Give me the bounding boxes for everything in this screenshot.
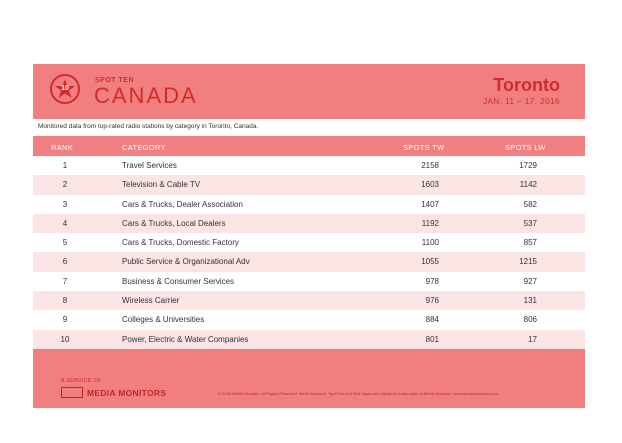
category-cell: Cars & Trucks, Dealer Association xyxy=(122,199,243,209)
spots-lw-cell: 927 xyxy=(523,276,537,286)
rank-cell: 10 xyxy=(60,334,70,344)
description-text: Monitored data from top-rated radio stations by category in Toronto, Canada. xyxy=(38,123,259,130)
category-cell: Wireless Carrier xyxy=(122,296,180,306)
category-cell: Public Service & Organizational Adv xyxy=(122,257,250,267)
star-badge-icon xyxy=(50,74,80,104)
category-cell: Cars & Trucks, Domestic Factory xyxy=(122,238,239,248)
spots-tw-cell: 976 xyxy=(425,296,439,306)
spots-lw-cell: 857 xyxy=(523,238,537,248)
table-row xyxy=(33,156,585,175)
spots-lw-cell: 537 xyxy=(523,218,537,228)
table-row xyxy=(33,233,585,252)
rank-cell: 6 xyxy=(62,257,68,267)
category-cell: Business & Consumer Services xyxy=(122,276,235,286)
category-header: CATEGORY xyxy=(122,143,166,152)
city-title: Toronto xyxy=(493,75,560,95)
table-row xyxy=(33,310,585,329)
spots-tw-cell: 2158 xyxy=(421,161,439,170)
rank-cell: 9 xyxy=(62,315,68,325)
spots-tw-cell: 1407 xyxy=(421,199,439,209)
table-row xyxy=(33,214,585,233)
report-footer xyxy=(33,374,585,408)
spots-lw-cell: 1142 xyxy=(519,180,537,190)
spots-tw-cell: 1100 xyxy=(421,238,439,248)
spots-lw-cell: 131 xyxy=(523,296,537,306)
table-header xyxy=(33,138,585,156)
rank-cell: 1 xyxy=(62,161,68,170)
table-row xyxy=(33,291,585,310)
table-row xyxy=(33,195,585,214)
spots-tw-cell: 1192 xyxy=(421,218,439,228)
spots-tw-header: SPOTS TW xyxy=(403,143,445,152)
report-header xyxy=(33,64,585,118)
spots-lw-header: SPOTS LW xyxy=(505,143,546,152)
table-row xyxy=(33,175,585,194)
category-cell: Power, Electric & Water Companies xyxy=(122,334,249,344)
category-cell: Television & Cable TV xyxy=(122,180,201,190)
rank-cell: 5 xyxy=(62,238,68,248)
category-cell: Colleges & Universities xyxy=(122,315,205,325)
service-label: A SERVICE OF xyxy=(61,378,102,384)
rank-cell: 2 xyxy=(62,180,68,190)
spots-lw-cell: 1729 xyxy=(519,161,537,170)
rank-cell: 8 xyxy=(62,296,68,306)
spots-tw-cell: 801 xyxy=(425,334,439,344)
table-row xyxy=(33,330,585,349)
rank-cell: 4 xyxy=(62,218,68,228)
spots-lw-cell: 1215 xyxy=(519,257,537,267)
media-monitors-logo-icon xyxy=(61,387,83,398)
rank-cell: 3 xyxy=(62,199,68,209)
copyright-text: © 2016 Media Monitors. All Rights Reserved. Media Monitors, Spot Ten and their logos are registered trademarks of Media Monitors. www.mediamonitors.com xyxy=(218,391,498,396)
spots-tw-cell: 1055 xyxy=(421,257,439,267)
date-range: JAN. 11 – 17, 2016 xyxy=(483,97,560,106)
category-cell: Cars & Trucks, Local Dealers xyxy=(122,218,226,228)
spots-lw-cell: 582 xyxy=(523,199,537,209)
table-row xyxy=(33,272,585,291)
spots-lw-cell: 17 xyxy=(528,334,537,344)
spots-tw-cell: 1603 xyxy=(421,180,439,190)
rank-cell: 7 xyxy=(62,276,68,286)
table-row xyxy=(33,252,585,271)
badge-number: 10 xyxy=(61,85,69,92)
table-body xyxy=(33,156,585,349)
media-monitors-name: MEDIA MONITORS xyxy=(87,388,167,398)
brand-subtitle: SPOT TEN xyxy=(95,77,135,84)
description-bar xyxy=(33,119,585,136)
spot-ten-report xyxy=(33,64,585,408)
rank-header: RANK xyxy=(51,143,74,152)
spots-tw-cell: 884 xyxy=(425,315,439,325)
category-cell: Travel Services xyxy=(122,161,177,170)
spots-lw-cell: 806 xyxy=(523,315,537,325)
spots-tw-cell: 978 xyxy=(425,276,439,286)
brand-title: CANADA xyxy=(94,83,198,108)
